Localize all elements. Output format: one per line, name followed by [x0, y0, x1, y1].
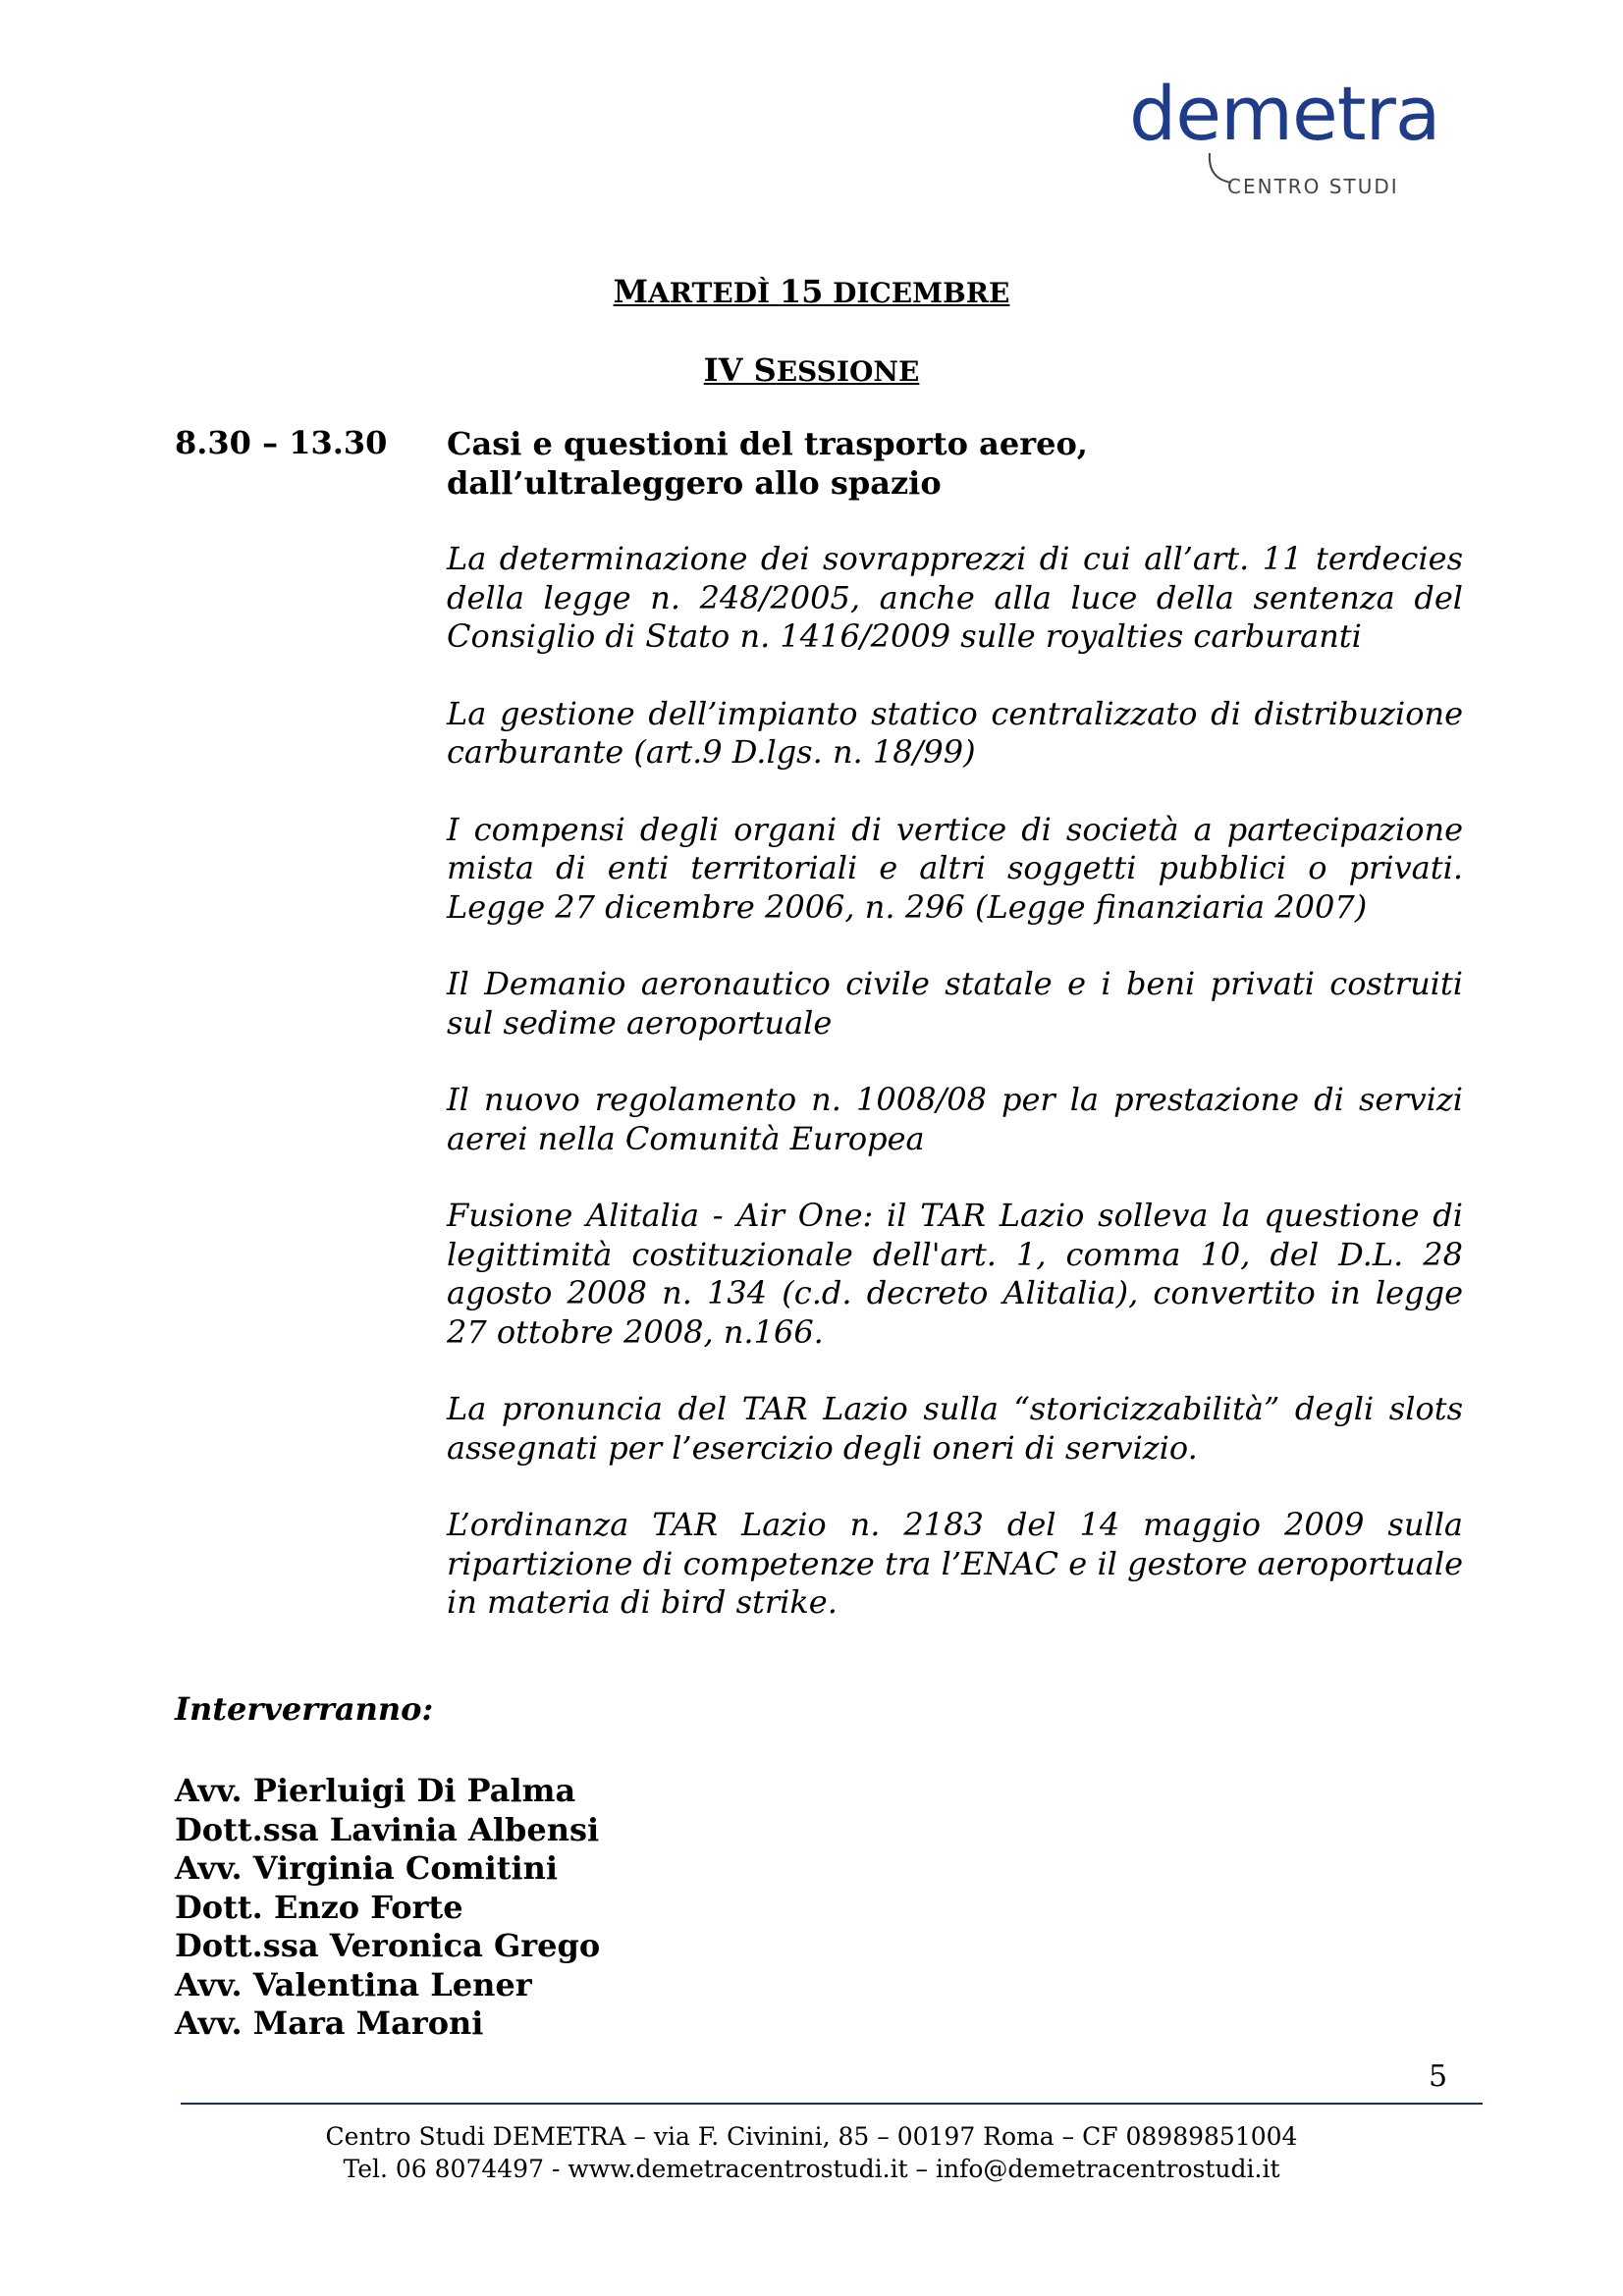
topic-item: La gestione dell’impianto statico centralizzato di distribuzione carburante (art.9 D.lgs. n. 18/99): [447, 694, 1463, 771]
speaker-name: Avv. Valentina Lener: [175, 1965, 532, 2003]
page-number: 5: [1429, 2059, 1448, 2094]
topic-item: La pronuncia del TAR Lazio sulla “storicizzabilità” degli slots assegnati per l’esercizio degli oneri di servizio.: [447, 1390, 1463, 1467]
footer-divider: [181, 2103, 1483, 2105]
speakers-label: Interverranno:: [175, 1690, 434, 1728]
topic-item: Il Demanio aeronautico civile statale e i beni privati costruiti sul sedime aeroportuale: [447, 965, 1463, 1041]
session-title: [447, 424, 1088, 503]
speaker-name: Avv. Pierluigi Di Palma: [175, 1772, 576, 1809]
speakers-list: [175, 1772, 600, 2044]
logo-wordmark: demetra: [1129, 70, 1440, 157]
speaker-name: Avv. Virginia Comitini: [175, 1849, 559, 1887]
session-title-line: Casi e questioni del trasporto aereo,: [447, 425, 1088, 462]
demetra-logo: [1129, 70, 1463, 204]
topic-item: Il nuovo regolamento n. 1008/08 per la prestazione di servizi aerei nella Comunità Europea: [447, 1081, 1463, 1157]
session-title-line: dall’ultraleggero allo spazio: [447, 464, 942, 502]
footer-contacts: Tel. 06 8074497 - www.demetracentrostudi.it – info@demetracentrostudi.it: [343, 2155, 1280, 2183]
footer-address: Centro Studi DEMETRA – via F. Civinini, 85 – 00197 Roma – CF 08989851004: [325, 2122, 1298, 2151]
date-heading: MARTEDÌ 15 DICEMBRE: [613, 273, 1010, 310]
speaker-name: Dott.ssa Veronica Grego: [175, 1927, 601, 1964]
topic-item: Fusione Alitalia - Air One: il TAR Lazio solleva la questione di legittimità costituzionale dell'art. 1, comma 10, del D.L. 28 agosto 2008 n. 134 (c.d. decreto Alitalia), convertito in legge 27 ottobre 2008, n.166.: [447, 1197, 1463, 1351]
session-heading: IV SESSIONE: [703, 351, 920, 389]
speaker-name: Dott.ssa Lavinia Albensi: [175, 1810, 600, 1848]
session-time: 8.30 – 13.30: [175, 424, 388, 461]
speaker-name: Dott. Enzo Forte: [175, 1888, 463, 1926]
topics-list: [447, 540, 1463, 1661]
topic-item: La determinazione dei sovrapprezzi di cui all’art. 11 terdecies della legge n. 248/2005, anche alla luce della sentenza del Consiglio di Stato n. 1416/2009 sulle royalties carburanti: [447, 540, 1463, 655]
speaker-name: Avv. Mara Maroni: [175, 2004, 484, 2042]
topic-item: I compensi degli organi di vertice di società a partecipazione mista di enti territoriali e altri soggetti pubblici o privati. Legge 27 dicembre 2006, n. 296 (Legge finanziaria 2007): [447, 810, 1463, 926]
logo-subtitle: CENTRO STUDI: [1227, 175, 1399, 198]
topic-item: L’ordinanza TAR Lazio n. 2183 del 14 maggio 2009 sulla ripartizione di competenze tra l’ENAC e il gestore aeroportuale in materia di bird strike.: [447, 1506, 1463, 1621]
